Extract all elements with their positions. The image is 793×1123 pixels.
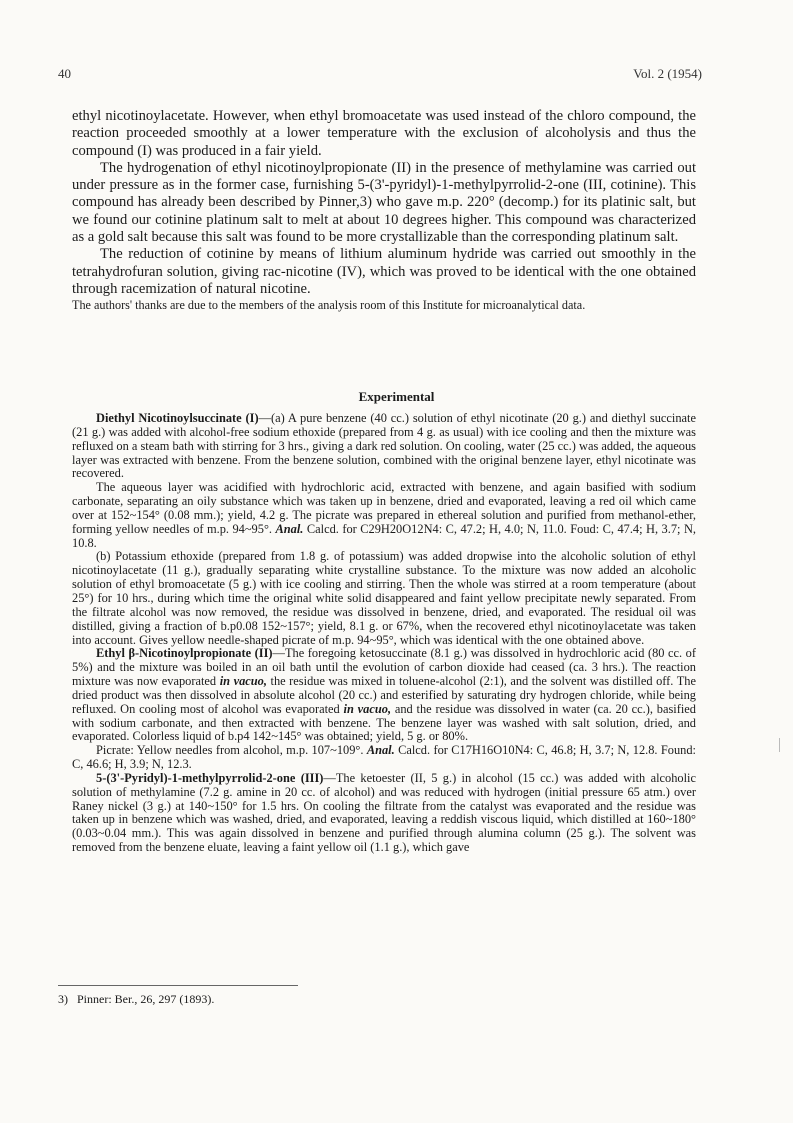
section-title: Experimental: [358, 389, 435, 404]
compound-heading: Ethyl β-Nicotinoylpropionate (II): [96, 646, 273, 661]
experimental-paragraph: Diethyl Nicotinoylsuccinate (I)—(a) A pure benzene (40 cc.) solution of ethyl nicotinate (20 g.) and diethyl succinate (21 g.) was added with alcohol-free sodium ethoxide (prepared from 4 g. as usual) with ice cooling and then the mixture was refluxed on a steam bath with stirring for 3 hrs., giving a dark red solution. On cooling, water (25 cc.) was added, the aqueous layer was extracted with benzene. From the benzene solution, combined with the original benzene layer, ethyl nicotinate was recovered.: [72, 411, 697, 481]
footnote: [58, 992, 214, 1007]
introduction-text: [72, 108, 696, 312]
footnote-text: Pinner: Ber., 26, 297 (1893).: [77, 992, 215, 1006]
footnote-marker: 3): [58, 992, 68, 1006]
page-header: [58, 66, 702, 82]
scan-margin-mark: [779, 738, 780, 752]
acknowledgement: The authors' thanks are due to the members of the analysis room of this Institute for microanalytical data.: [72, 298, 586, 313]
intro-paragraph: The reduction of cotinine by means of lithium aluminum hydride was carried out smoothly in the tetrahydrofuran solution, giving rac-nicotine (IV), which was proved to be identical with the one obtained through racemization of natural nicotine.: [72, 246, 696, 297]
analysis-label: Anal.: [275, 521, 304, 536]
intro-paragraph: The hydrogenation of ethyl nicotinoylpropionate (II) in the presence of methylamine was carried out under pressure as in the former case, furnishing 5-(3'-pyridyl)-1-methylpyrrolid-2-one (III, cotinine). This compound has already been described by Pinner,3) who gave m.p. 220° (decomp.) for its platinic salt, but we found our cotinine platinum salt to melt at about 10 degrees higher. This compound was characterized as a gold salt because this salt was found to be more crystallizable than the corresponding platinum salt.: [72, 159, 696, 246]
journal-volume: Vol. 2 (1954): [633, 66, 702, 81]
experimental-paragraph: 5-(3'-Pyridyl)-1-methylpyrrolid-2-one (III)—The ketoester (II, 5 g.) in alcohol (15 cc.) was added with alcoholic solution of methylamine (7.2 g. amine in 20 cc. of alcohol) and was reduced with hydrogen (initial pressure 65 atm.) over Raney nickel (3 g.) at 140~150° for 1.5 hrs. On cooling the filtrate from the catalyst was evaporated and the residue was taken up in benzene which was washed, dried, and evaporated, leaving a reddish viscous liquid, which distilled at 160~180° (0.03~0.04 mm.). This was again dissolved in benzene and purified through alumina column (25 g.). The solvent was removed from the benzene eluate, leaving a faint yellow oil (1.1 g.), which gave: [72, 770, 696, 855]
experimental-paragraph: The aqueous layer was acidified with hydrochloric acid, extracted with benzene, and again basified with sodium carbonate, separating an oily substance which was taken up in benzene, dried and evaporated, leaving a red oil which came over at 152~154° (0.08 mm.); yield, 4.2 g. The picrate was prepared in ethereal solution and purified from methanol-ether, forming yellow needles of m.p. 94~95°. Anal. Calcd. for C29H20O12N4: C, 47.2; H, 4.0; N, 11.0. Foud: C, 47.4; H, 3.7; N, 10.8.: [72, 480, 696, 550]
experimental-paragraph: Picrate: Yellow needles from alcohol, m.p. 107~109°. Anal. Calcd. for C17H16O10N4: C, 46.8; H, 3.7; N, 12.8. Found: C, 46.6; H, 3.9; N, 12.3.: [72, 743, 696, 772]
analysis-label: Anal.: [366, 743, 395, 758]
experimental-paragraph: Ethyl β-Nicotinoylpropionate (II)—The foregoing ketosuccinate (8.1 g.) was dissolved in hydrochloric acid (80 cc. of 5%) and the mixture was boiled in an oil bath until the evolution of carbon dioxide had ceased (ca. 3 hrs.). The reaction mixture was now evaporated in vacuo, the residue was mixed in toluene-alcohol (2:1), and the solvent was distilled off. The dried product was then dissolved in absolute alcohol (20 cc.) and esterified by saturating dry hydrogen chloride, while being refluxed. On cooling most of alcohol was evaporated in vacuo, and the residue was dissolved in water (ca. 20 cc.), basified with sodium carbonate, and then extracted with benzene. The benzene layer was washed with salt solution, dried, and evaporated. Colorless liquid of b.p4 142~145° was obtained; yield, 5 g. or 80%.: [72, 646, 696, 744]
compound-heading: Diethyl Nicotinoylsuccinate (I): [96, 411, 259, 425]
page-number: 40: [58, 66, 71, 81]
experimental-paragraph: (b) Potassium ethoxide (prepared from 1.8 g. of potassium) was added dropwise into the alcoholic solution of ethyl nicotinoylacetate (11 g.), gradually separating white crystalline substance. To the mixture was now added an alcoholic solution of ethyl bromoacetate (5 g.) with ice cooling and stirring. Then the whole was stirred at a room temperature (about 25°) for 10 hrs., during which time the original white solid disappeared and faint yellow precipitate newly separated. From the filtrate alcohol was now removed, the residue was dissolved in benzene, dried, and evaporated. The residual oil was distilled, giving a fraction of b.p0.08 152~157°; yield, 8.1 g. or 67%, when the recovered ethyl nicotinoylacetate was taken into account. Gives yellow needle-shaped picrate of m.p. 94~95°, which was identical with the one obtained above.: [72, 549, 696, 647]
compound-heading: 5-(3'-Pyridyl)-1-methylpyrrolid-2-one (III): [96, 770, 324, 785]
experimental-section: [72, 412, 696, 855]
footnote-divider: [58, 985, 298, 986]
intro-paragraph: ethyl nicotinoylacetate. However, when ethyl bromoacetate was used instead of the chloro compound, the reaction proceeded smoothly at a lower temperature with the exclusion of alcoholysis and thus the compound (I) was produced in a fair yield.: [72, 108, 696, 159]
